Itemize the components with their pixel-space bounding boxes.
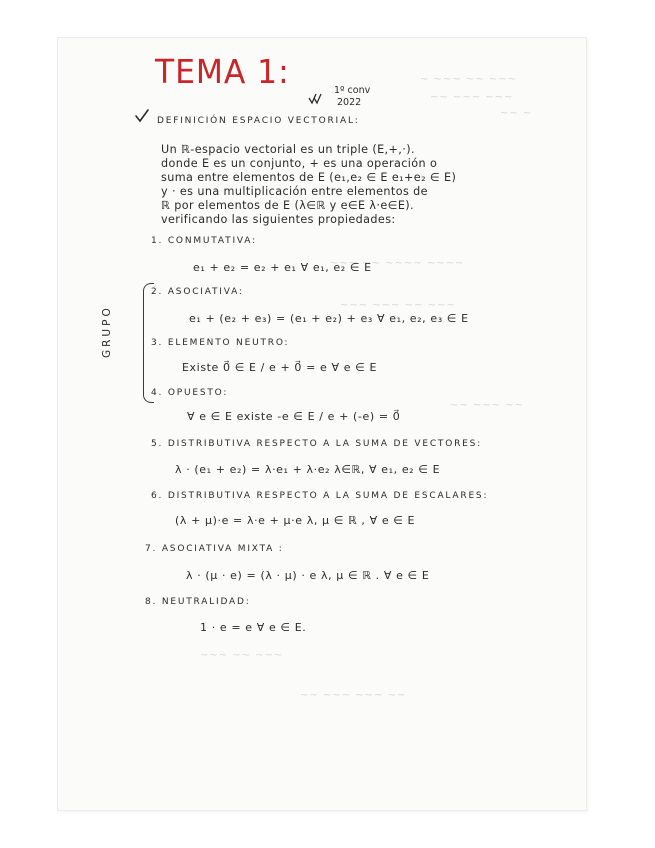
bleed-through-mark: ~ ~~~ ~~ ~~~ <box>420 74 517 85</box>
section-heading: DEFINICIÓN ESPACIO VECTORIAL: <box>157 116 360 126</box>
double-checkmark-icon <box>308 92 324 106</box>
property-formula: 1 · e = e ∀ e ∈ E. <box>200 621 307 634</box>
intro-line: suma entre elementos de E (e₁,e₂ ∈ E e₁+e₂ ∈ E) <box>161 171 457 184</box>
checkmark-icon <box>134 108 150 124</box>
property-formula: Existe 0⃗ ∈ E / e + 0⃗ = e ∀ e ∈ E <box>182 361 378 374</box>
convocatoria-line2: 2022 <box>337 97 362 108</box>
property-formula: e₁ + (e₂ + e₃) = (e₁ + e₂) + e₃ ∀ e₁, e₂, e₃ ∈ E <box>189 312 469 325</box>
property-formula: e₁ + e₂ = e₂ + e₁ ∀ e₁, e₂ ∈ E <box>193 261 372 274</box>
property-formula: λ · (e₁ + e₂) = λ·e₁ + λ·e₂ λ∈ℝ, ∀ e₁, e₂ ∈ E <box>175 463 441 476</box>
convocatoria-line1: 1º conv <box>334 85 371 96</box>
intro-line: donde E es un conjunto, + es una operación o <box>161 157 438 170</box>
bleed-through-mark: ~~ ~~~ ~~~ <box>430 92 514 103</box>
bleed-through-mark: ~~~ ~~ ~~~~ ~~~~ <box>330 258 465 269</box>
group-label: GRUPO <box>101 305 113 358</box>
bleed-through-mark: ~~ ~~~ ~~ <box>450 400 525 411</box>
property-name: 7. ASOCIATIVA MIXTA : <box>145 544 284 554</box>
property-formula: (λ + μ)·e = λ·e + μ·e λ, μ ∈ ℝ , ∀ e ∈ E <box>175 514 416 527</box>
property-name: 4. OPUESTO: <box>151 388 229 398</box>
property-formula: λ · (μ · e) = (λ · μ) · e λ, μ ∈ ℝ . ∀ e ∈ E <box>186 569 430 582</box>
intro-line: verificando las siguientes propiedades: <box>161 213 396 226</box>
bleed-through-mark: ~~~ ~~~ ~~ ~~~ <box>340 300 456 311</box>
property-name: 2. ASOCIATIVA: <box>151 287 244 297</box>
property-name: 5. DISTRIBUTIVA RESPECTO A LA SUMA DE VECTORES: <box>151 439 482 449</box>
property-name: 8. NEUTRALIDAD: <box>145 597 251 607</box>
intro-line: Un ℝ-espacio vectorial es un triple (E,+,·). <box>161 143 415 156</box>
property-name: 6. DISTRIBUTIVA RESPECTO A LA SUMA DE ESCALARES: <box>151 491 489 501</box>
property-name: 3. ELEMENTO NEUTRO: <box>151 338 290 348</box>
bleed-through-mark: ~~~ ~~ ~~~ <box>200 650 284 661</box>
intro-line: y · es una multiplicación entre elementos de <box>161 185 428 198</box>
page-title: TEMA 1: <box>155 52 290 91</box>
property-formula: ∀ e ∈ E existe -e ∈ E / e + (-e) = 0⃗ <box>187 410 401 423</box>
bleed-through-mark: ~~ ~~~ ~~~ ~~ <box>300 690 407 701</box>
intro-line: ℝ por elementos de E (λ∈ℝ y e∈E λ·e∈E). <box>161 199 415 212</box>
bleed-through-mark: ~~ ~ <box>500 108 533 119</box>
property-name: 1. CONMUTATIVA: <box>151 236 257 246</box>
